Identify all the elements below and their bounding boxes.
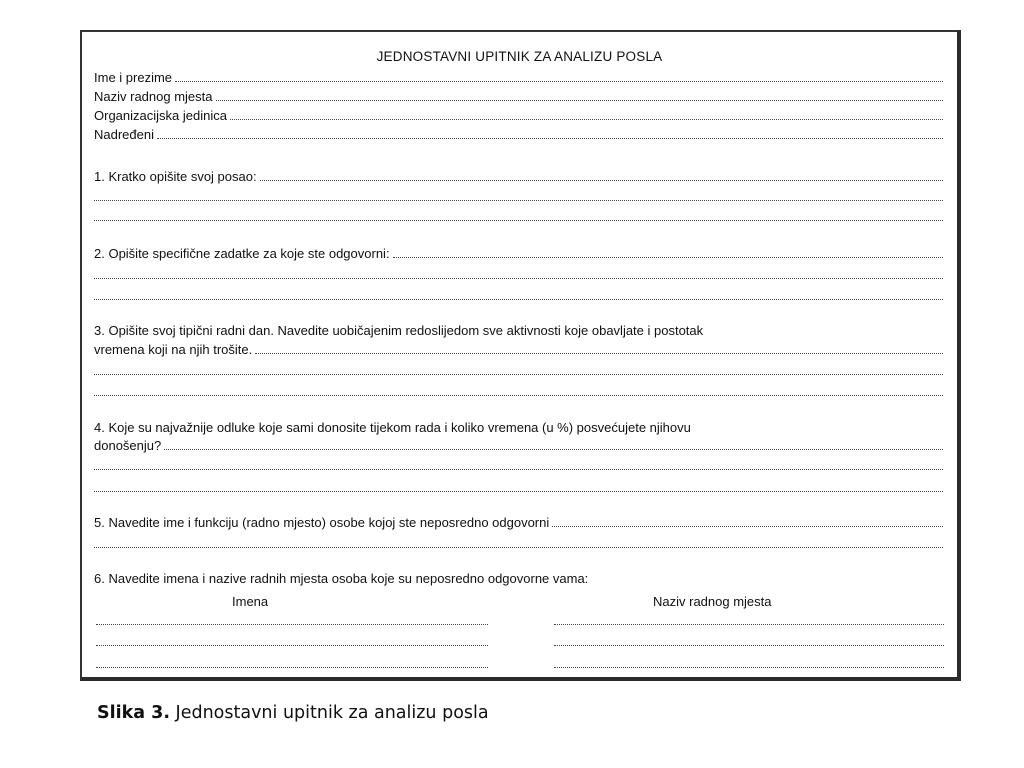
dotted-line	[393, 257, 943, 258]
question-5	[94, 513, 943, 530]
answer-line	[554, 624, 944, 625]
question-3-text: 3. Opišite svoj tipični radni dan. Navedite uobičajenim redoslijedom sve aktivnosti koje obavljate i postotak	[94, 323, 704, 338]
field-label: Organizacijska jedinica	[94, 108, 227, 123]
dotted-line	[216, 100, 944, 101]
question-2	[94, 244, 943, 261]
field-label: Naziv radnog mjesta	[94, 89, 213, 104]
form-title: JEDNOSTAVNI UPITNIK ZA ANALIZU POSLA	[376, 49, 663, 64]
question-4	[94, 436, 943, 453]
dotted-line	[175, 81, 943, 82]
question-text: vremena koji na njih trošite.	[94, 342, 253, 357]
question-3	[94, 340, 943, 357]
question-4-text: 4. Koje su najvažnije odluke koje sami donosite tijekom rada i koliko vremena (u %) posvećujete njihovu	[94, 420, 691, 435]
dotted-line	[255, 353, 943, 354]
field-org-unit	[94, 106, 943, 123]
answer-line	[554, 667, 944, 668]
dotted-line	[230, 119, 943, 120]
answer-line	[94, 374, 943, 375]
answer-line	[94, 469, 943, 470]
answer-line	[94, 395, 943, 396]
answer-line	[96, 645, 488, 646]
questionnaire-form	[80, 30, 961, 681]
column-header-job-title: Naziv radnog mjesta	[653, 594, 772, 609]
caption-label: Slika 3.	[97, 703, 170, 723]
field-label: Nadređeni	[94, 127, 154, 142]
dotted-line	[260, 180, 943, 181]
dotted-line	[164, 449, 943, 450]
dotted-line	[157, 138, 943, 139]
answer-line	[96, 624, 488, 625]
column-header-names: Imena	[232, 594, 269, 609]
field-job-title	[94, 87, 943, 104]
caption-text: Jednostavni upitnik za analizu posla	[169, 703, 489, 723]
answer-line	[94, 299, 943, 300]
answer-line	[94, 200, 943, 201]
question-6-text: 6. Navedite imena i nazive radnih mjesta osoba koje su neposredno odgovorne vama:	[94, 571, 589, 586]
dotted-line	[552, 526, 943, 527]
field-label: Ime i prezime	[94, 70, 173, 85]
answer-line	[96, 667, 488, 668]
answer-line	[94, 278, 943, 279]
question-text: 5. Navedite ime i funkciju (radno mjesto) osobe kojoj ste neposredno odgovorni	[94, 515, 550, 530]
figure-caption	[97, 703, 489, 723]
question-1	[94, 167, 943, 184]
question-text: 1. Kratko opišite svoj posao:	[94, 169, 257, 184]
answer-line	[554, 645, 944, 646]
field-name	[94, 68, 943, 85]
answer-line	[94, 547, 943, 548]
answer-line	[94, 220, 943, 221]
field-supervisor	[94, 125, 943, 142]
answer-line	[94, 491, 943, 492]
question-text: 2. Opišite specifične zadatke za koje ste odgovorni:	[94, 246, 390, 261]
question-text: donošenju?	[94, 438, 162, 453]
